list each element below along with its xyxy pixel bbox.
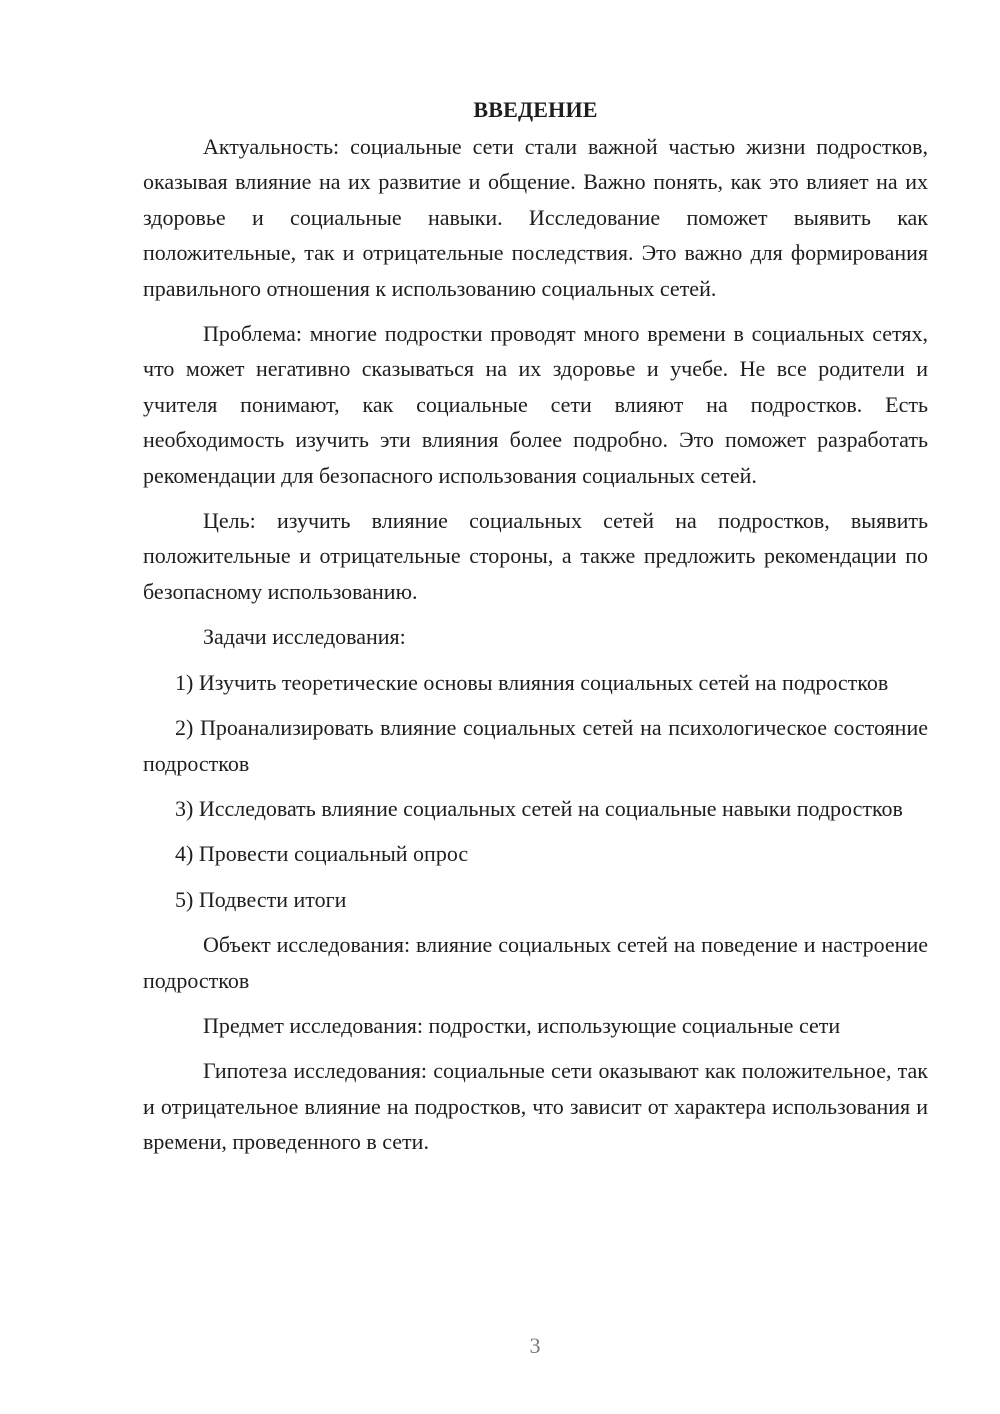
task-item-1: 1) Изучить теоретические основы влияния социальных сетей на подростков [175,669,889,695]
problem-paragraph: Проблема: многие подростки проводят много времени в социальных сетях, что может негативно сказываться на их здоровье и учебе. Не все родители и учителя понимают, как социальные сети влияют на подростков. Есть необходимость изучить эти влияния более подробно. Это поможет разработать рекомендации для безопасного использования социальных сетей. [143,321,928,488]
task-item-3: 3) Исследовать влияние социальных сетей на социальные навыки подростков [175,795,903,821]
research-object-paragraph: Объект исследования: влияние социальных сетей на поведение и настроение подростков [143,932,928,993]
document-title: ВВЕДЕНИЕ [473,97,598,122]
tasks-heading: Задачи исследования: [203,624,406,650]
goal-paragraph: Цель: изучить влияние социальных сетей на подростков, выявить положительные и отрицательные стороны, а также предложить рекомендации по безопасному использованию. [143,508,928,604]
task-item-4: 4) Провести социальный опрос [175,841,469,867]
relevance-paragraph: Актуальность: социальные сети стали важной частью жизни подростков, оказывая влияние на их развитие и общение. Важно понять, как это влияет на их здоровье и социальные навыки. Исследование поможет выявить как положительные, так и отрицательные последствия. Это важно для формирования правильного отношения к использованию социальных сетей. [143,134,928,301]
page-number: 3 [529,1333,541,1358]
task-item-2: 2) Проанализировать влияние социальных сетей на психологическое состояние подростков [143,715,928,776]
document-page [143,92,928,1170]
task-item-5: 5) Подвести итоги [175,886,347,912]
hypothesis-paragraph: Гипотеза исследования: социальные сети оказывают как положительное, так и отрицательное влияние на подростков, что зависит от характера использования и времени, проведенного в сети. [143,1058,928,1155]
research-subject-paragraph: Предмет исследования: подростки, использующие социальные сети [203,1012,841,1038]
